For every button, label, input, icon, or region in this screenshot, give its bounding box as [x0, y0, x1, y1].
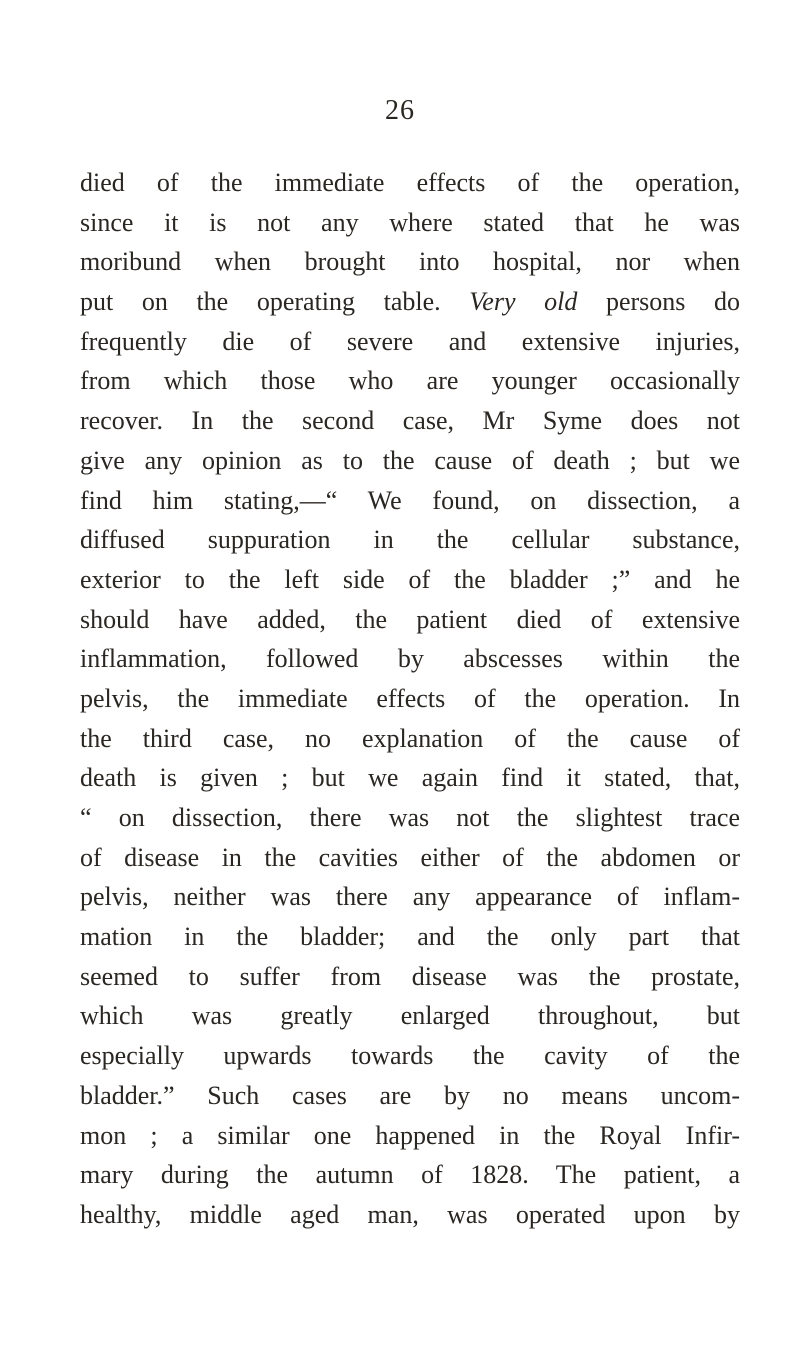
text-line: died of the immediate effects of the operation, — [80, 168, 740, 197]
text-line: since it is not any where stated that he was — [80, 207, 740, 237]
text-line: especially upwards towards the cavity of the — [80, 1041, 740, 1071]
text-line: pelvis, neither was there any appearance of inflam- — [80, 882, 740, 912]
text-line: moribund when brought into hospital, nor when — [80, 247, 740, 277]
text-line: mary during the autumn of 1828. The patient, a — [80, 1160, 740, 1190]
text-line: diffused suppuration in the cellular substance, — [80, 525, 740, 555]
text-segment: put on the operating table. — [80, 287, 470, 317]
text-line: mation in the bladder; and the only part that — [80, 922, 740, 952]
text-line: death is given ; but we again find it stated, that, — [80, 763, 740, 793]
text-line: from which those who are younger occasionally — [80, 366, 740, 396]
text-line: seemed to suffer from disease was the prostate, — [80, 961, 740, 991]
text-line: the third case, no explanation of the cause of — [80, 723, 740, 753]
italic-emphasis: Very old — [469, 287, 578, 317]
text-line: which was greatly enlarged throughout, but — [80, 1001, 740, 1031]
text-line: inflammation, followed by abscesses within the — [80, 644, 740, 674]
text-line: of disease in the cavities either of the abdomen or — [80, 842, 740, 872]
text-line: recover. In the second case, Mr Syme does not — [80, 406, 740, 436]
text-line: mon ; a similar one happened in the Royal Infir- — [80, 1120, 740, 1150]
text-line: give any opinion as to the cause of death ; but we — [80, 445, 740, 475]
body-text — [80, 163, 740, 1235]
text-line: frequently die of severe and extensive injuries, — [80, 326, 740, 356]
text-line: bladder.” Such cases are by no means uncom- — [80, 1080, 740, 1110]
text-line — [80, 282, 740, 322]
text-line: should have added, the patient died of extensive — [80, 604, 740, 634]
text-line: pelvis, the immediate effects of the operation. In — [80, 683, 740, 713]
text-segment: persons do — [577, 287, 741, 317]
text-line: healthy, middle aged man, was operated upon by — [80, 1199, 740, 1229]
text-line: “ on dissection, there was not the slightest trace — [80, 803, 740, 832]
text-line: exterior to the left side of the bladder ;” and he — [80, 564, 740, 594]
page-number: 26 — [385, 95, 415, 126]
text-line: find him stating,—“ We found, on dissection, a — [80, 485, 740, 515]
